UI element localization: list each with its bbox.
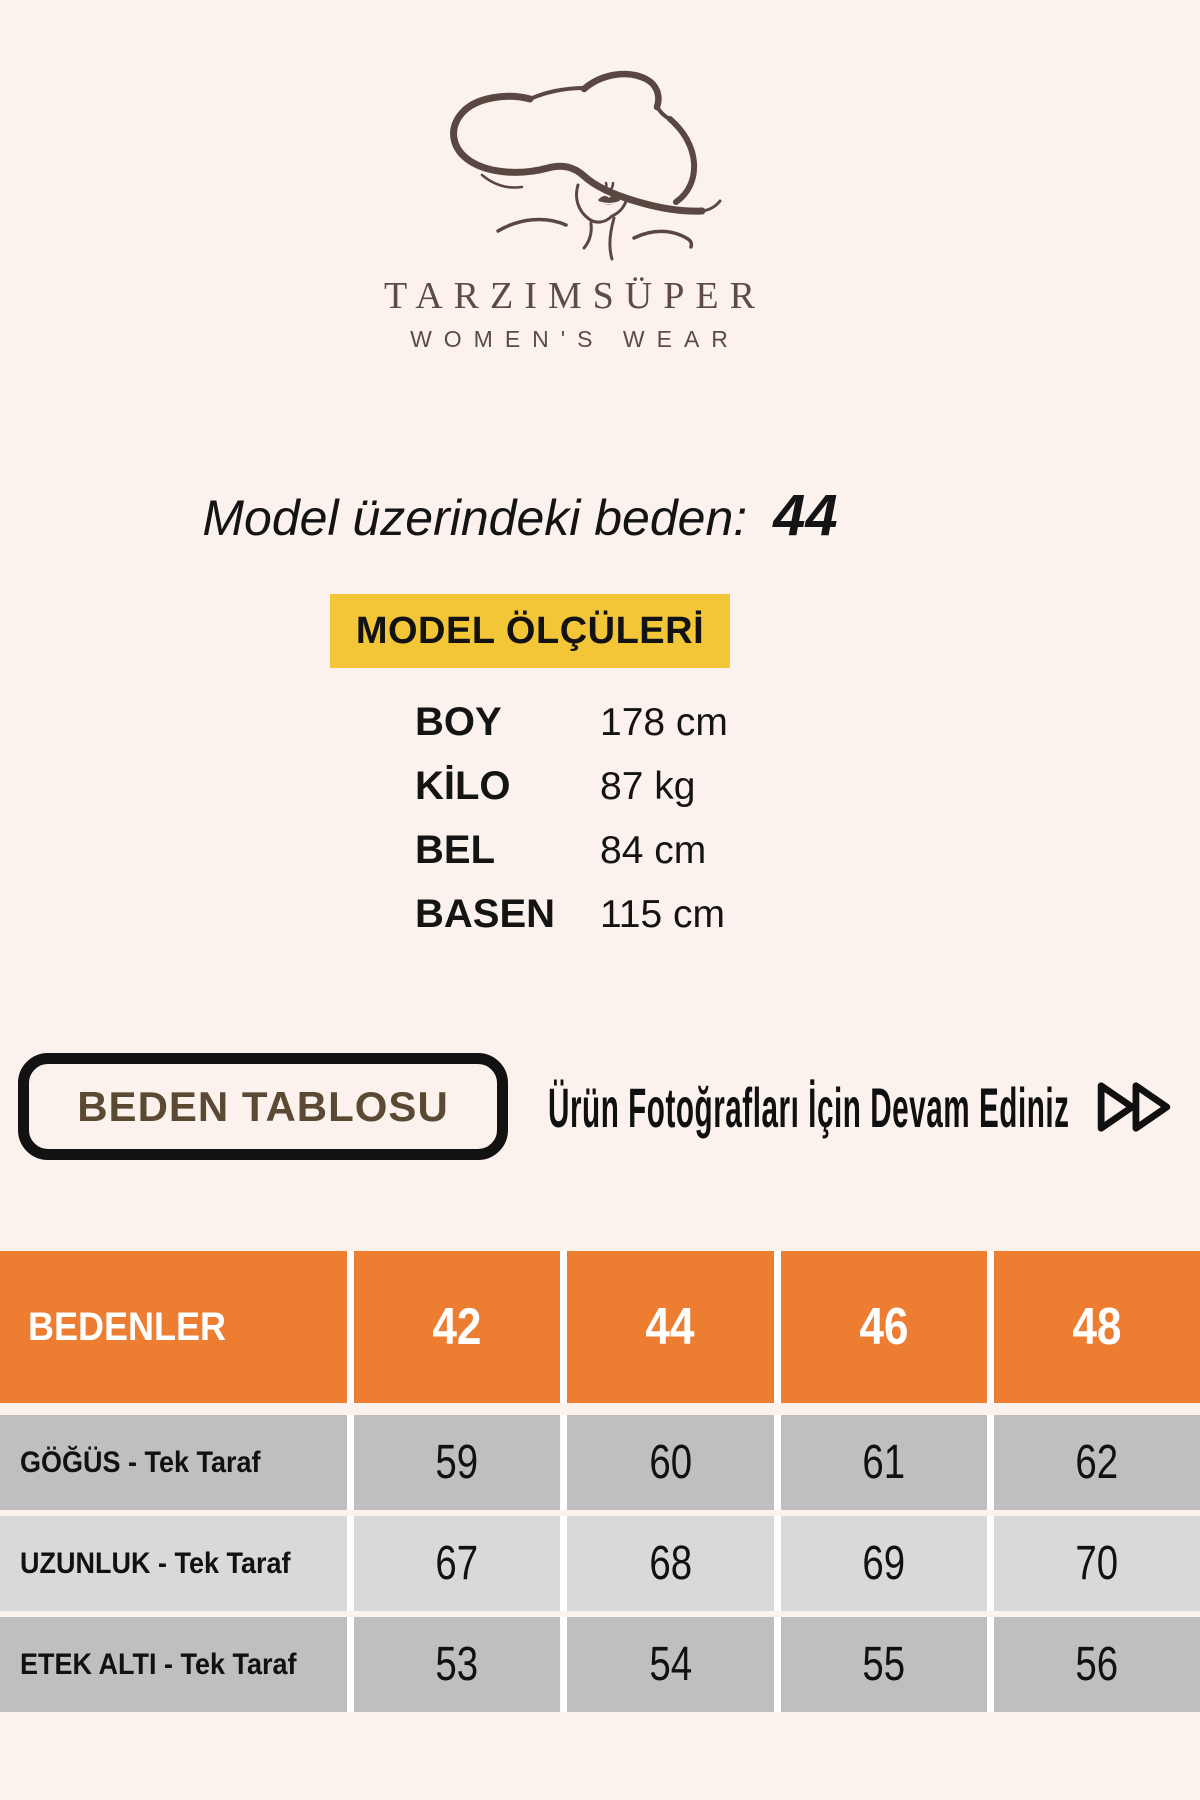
size-table-header-cell: 42 [354,1251,560,1403]
size-table-cell: 62 [994,1415,1200,1510]
size-table-cell: 60 [567,1415,773,1510]
size-table-header-cell: 46 [781,1251,987,1403]
measurement-value: 87 kg [600,765,696,808]
size-table-row-label: GÖĞÜS - Tek Taraf [0,1415,347,1510]
size-table-cell: 61 [781,1415,987,1510]
model-measurements-title [330,594,730,668]
size-table-cell: 53 [354,1617,560,1712]
size-table-row [0,1516,1200,1611]
continue-note-text: Ürün Fotoğrafları İçin Devam Ediniz [548,1075,1070,1139]
model-size-value: 44 [773,483,838,548]
size-table-badge-text: BEDEN TABLOSU [77,1082,449,1130]
size-table-cell: 59 [354,1415,560,1510]
size-table [0,1251,1200,1712]
size-table-cell: 70 [994,1516,1200,1611]
size-table-header-row [0,1251,1200,1403]
fast-forward-icon [1094,1078,1174,1136]
measurement-row [415,892,728,934]
model-measurements-title-text: MODEL ÖLÇÜLERİ [355,609,705,652]
measurement-value: 84 cm [600,829,707,872]
size-table-header-cell: BEDENLER [0,1251,347,1403]
measurement-row [415,700,728,742]
size-table-cell: 54 [567,1617,773,1712]
size-table-cell: 68 [567,1516,773,1611]
model-size-label: Model üzerindeki beden: [202,490,748,546]
continue-note [548,1072,1174,1142]
size-table-cell: 69 [781,1516,987,1611]
size-table-row [0,1617,1200,1712]
size-table-cell: 67 [354,1516,560,1611]
size-table-badge [18,1053,508,1160]
brand-name: TARZIMSÜPER [384,275,766,317]
model-size-line [0,482,1040,549]
measurement-row [415,764,728,806]
measurement-label: BASEN [415,892,556,936]
size-table-row-label: ETEK ALTI - Tek Taraf [0,1617,347,1712]
measurement-label: KİLO [415,764,511,808]
size-table-cell: 56 [994,1617,1200,1712]
model-measurements-list [415,700,728,934]
measurement-row [415,828,728,870]
brand-logo [398,55,738,285]
size-table-header-cell: 48 [994,1251,1200,1403]
size-table-row-label: UZUNLUK - Tek Taraf [0,1516,347,1611]
size-table-row [0,1415,1200,1510]
measurement-value: 178 cm [600,701,728,744]
size-table-header-cell: 44 [567,1251,773,1403]
measurement-label: BOY [415,700,502,744]
size-table-cell: 55 [781,1617,987,1712]
woman-hat-logo-icon [398,55,738,285]
measurement-label: BEL [415,828,495,872]
brand-tagline: WOMEN'S WEAR [410,326,740,352]
measurement-value: 115 cm [600,893,725,936]
